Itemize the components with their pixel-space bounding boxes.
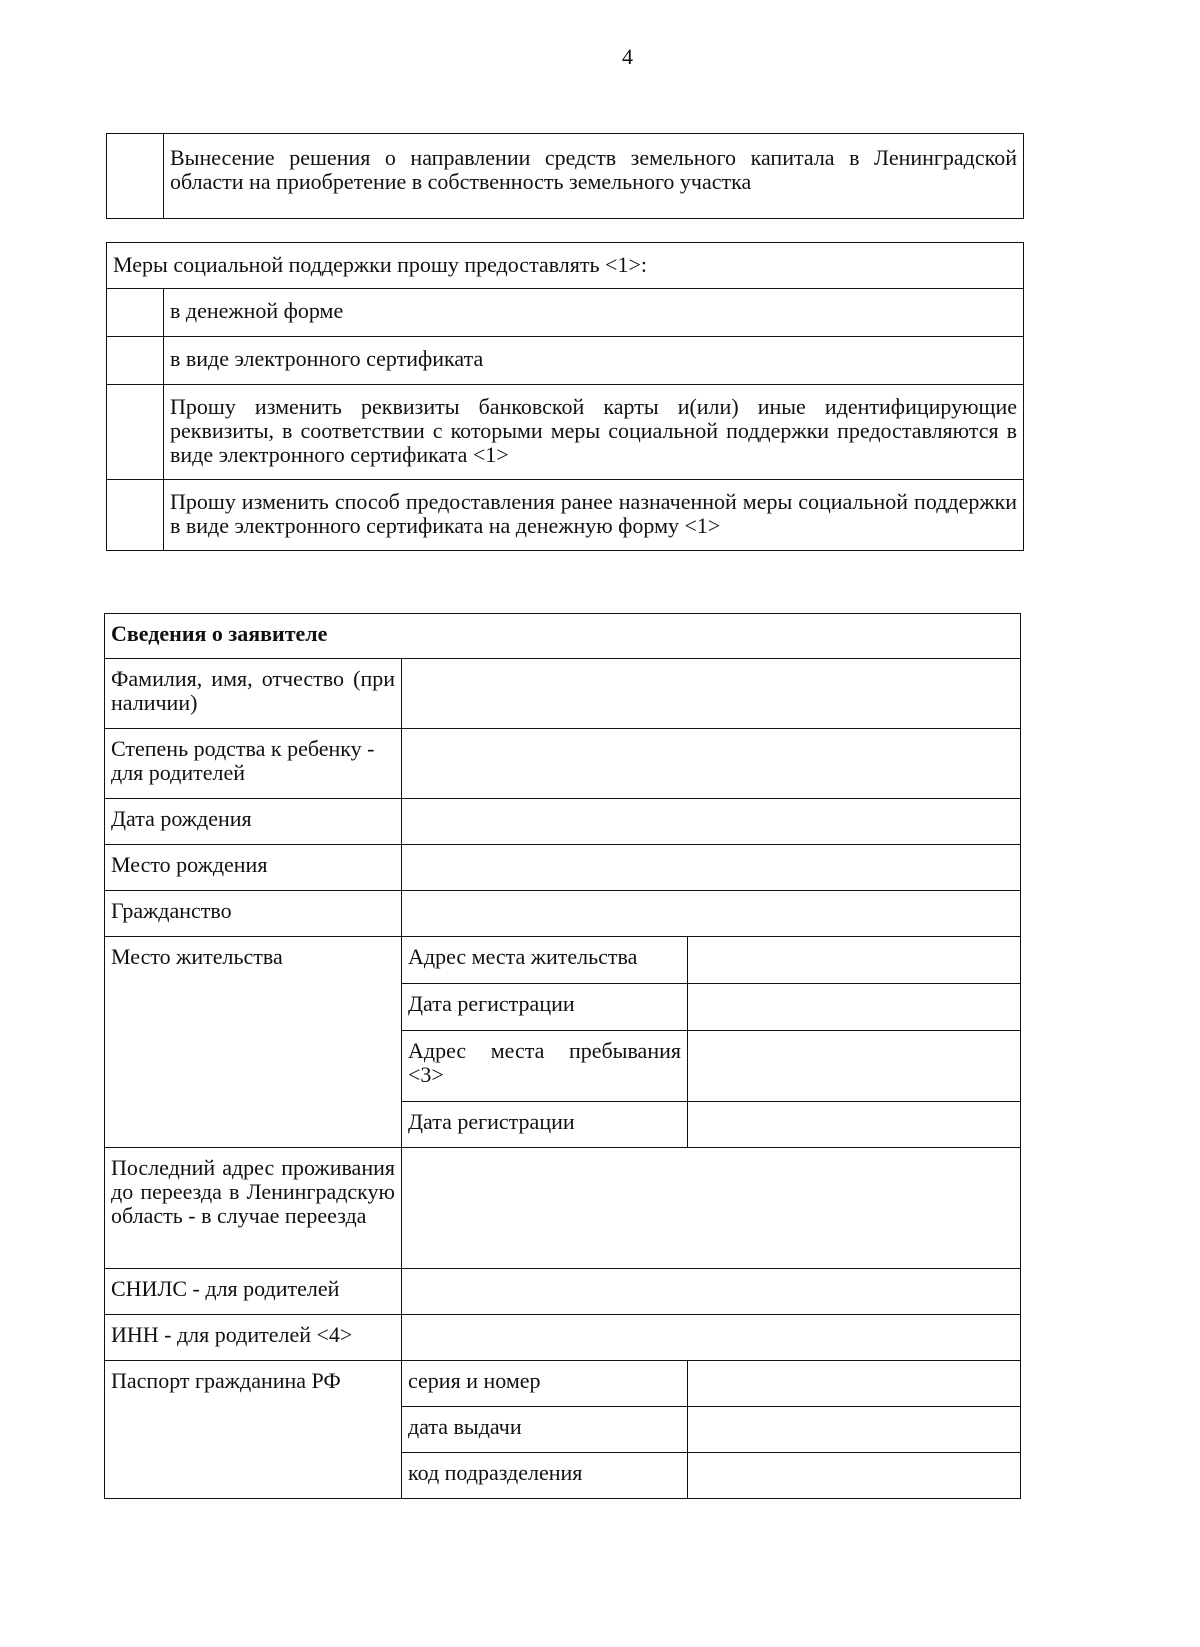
birth-place-label: Место рождения: [105, 845, 402, 891]
option-cash-checkbox[interactable]: [107, 289, 164, 337]
registration-date-label-2: Дата регистрации: [402, 1102, 688, 1148]
option-certificate-checkbox[interactable]: [107, 337, 164, 385]
citizenship-label: Гражданство: [105, 891, 402, 937]
citizenship-field[interactable]: [402, 891, 1021, 937]
page-number: 4: [622, 44, 633, 69]
passport-issue-date-label: дата выдачи: [402, 1407, 688, 1453]
passport-division-code-label: код подразделения: [402, 1453, 688, 1499]
passport-series-label: серия и номер: [402, 1361, 688, 1407]
decision-text: Вынесение решения о направлении средств земельного капитала в Ленинградской области на приобретение в собственность земельного участка: [164, 134, 1024, 219]
applicant-title: Сведения о заявителе: [105, 614, 1021, 659]
residence-label: Место жительства: [105, 937, 402, 1148]
decision-checkbox[interactable]: [107, 134, 164, 219]
option-change-method-label: Прошу изменить способ предоставления ранее назначенной меры социальной поддержки в виде электронного сертификата на денежную форму <1>: [164, 480, 1024, 551]
snils-field[interactable]: [402, 1269, 1021, 1315]
inn-field[interactable]: [402, 1315, 1021, 1361]
option-change-requisites-checkbox[interactable]: [107, 385, 164, 480]
relation-label: Степень родства к ребенку - для родителей: [105, 729, 402, 799]
option-certificate-label: в виде электронного сертификата: [164, 337, 1024, 385]
registration-date-label-1: Дата регистрации: [402, 984, 688, 1031]
registration-date-field-1[interactable]: [688, 984, 1021, 1031]
snils-label: СНИЛС - для родителей: [105, 1269, 402, 1315]
applicant-info-table: [104, 613, 1021, 1499]
passport-label: Паспорт гражданина РФ: [105, 1361, 402, 1499]
decision-table: [106, 133, 1024, 219]
option-cash-label: в денежной форме: [164, 289, 1024, 337]
inn-label: ИНН - для родителей <4>: [105, 1315, 402, 1361]
passport-division-code-field[interactable]: [688, 1453, 1021, 1499]
option-change-method-checkbox[interactable]: [107, 480, 164, 551]
registration-date-field-2[interactable]: [688, 1102, 1021, 1148]
residence-address-label: Адрес места жительства: [402, 937, 688, 984]
option-change-requisites-label: Прошу изменить реквизиты банковской карты и(или) иные идентифицирующие реквизиты, в соответствии с которыми меры социальной поддержки предоставляются в виде электронного сертификата <1>: [164, 385, 1024, 480]
support-header: Меры социальной поддержки прошу предоставлять <1>:: [107, 243, 1024, 289]
passport-issue-date-field[interactable]: [688, 1407, 1021, 1453]
last-address-field[interactable]: [402, 1148, 1021, 1269]
full-name-field[interactable]: [402, 659, 1021, 729]
passport-series-field[interactable]: [688, 1361, 1021, 1407]
relation-field[interactable]: [402, 729, 1021, 799]
birth-date-label: Дата рождения: [105, 799, 402, 845]
support-measures-table: [106, 242, 1024, 551]
birth-place-field[interactable]: [402, 845, 1021, 891]
last-address-label: Последний адрес проживания до переезда в Ленинградскую область - в случае переезда: [105, 1148, 402, 1269]
birth-date-field[interactable]: [402, 799, 1021, 845]
stay-address-label: Адрес места пребывания <3>: [402, 1031, 688, 1102]
residence-address-field[interactable]: [688, 937, 1021, 984]
stay-address-field[interactable]: [688, 1031, 1021, 1102]
full-name-label: Фамилия, имя, отчество (при наличии): [105, 659, 402, 729]
